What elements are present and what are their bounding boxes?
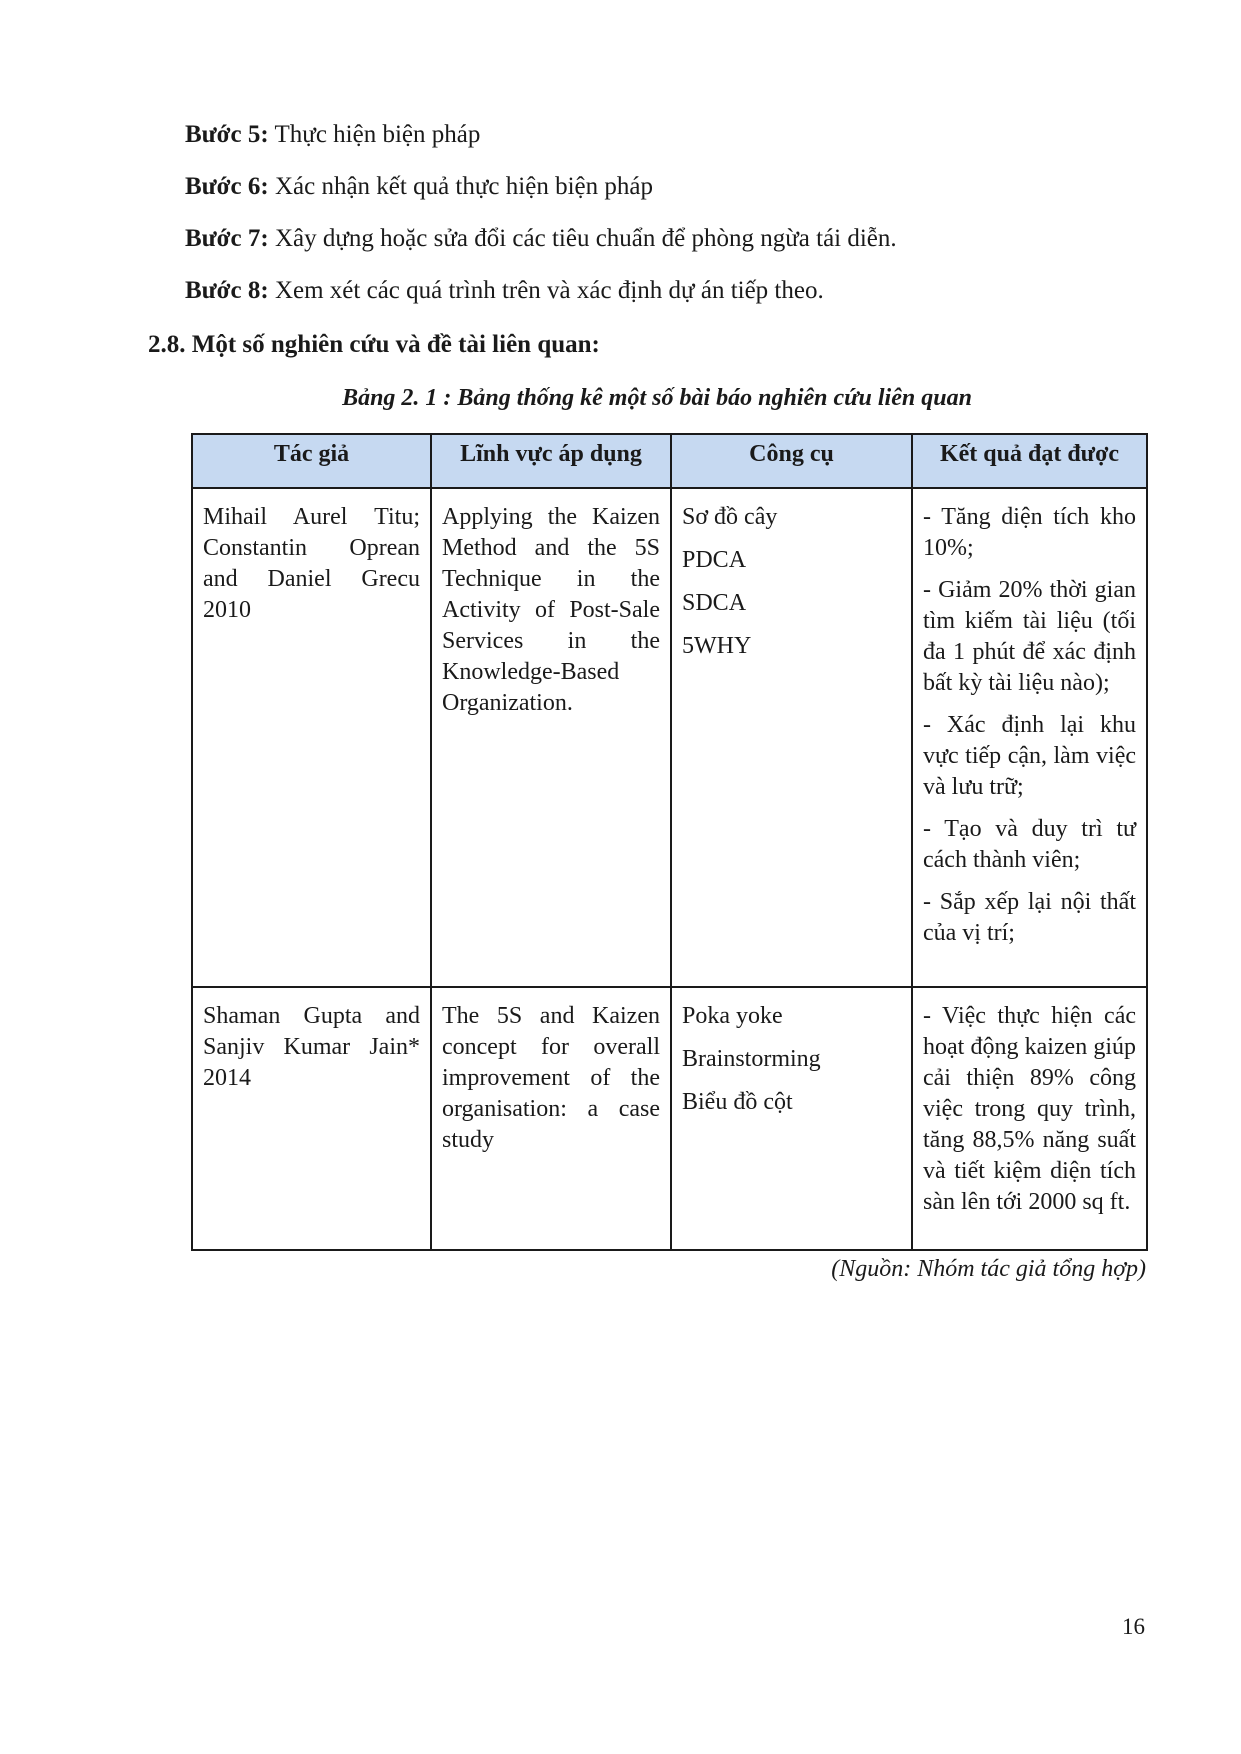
section-heading: 2.8. Một số nghiên cứu và đề tài liên quan: (148, 331, 600, 358)
cell-author: Mihail Aurel Titu; Constantin Oprean and Daniel Grecu 2010 (192, 488, 431, 987)
tool-item: Biểu đồ cột (682, 1089, 793, 1115)
cell-tools (671, 488, 912, 987)
result-item: - Sắp xếp lại nội thất của vị trí; (923, 889, 1136, 946)
table-row (192, 987, 1147, 1250)
step-7 (185, 224, 897, 254)
header-results: Kết quả đạt được (912, 434, 1147, 488)
result-item: - Tạo và duy trì tư cách thành viên; (923, 816, 1136, 873)
tool-item: Sơ đồ cây (682, 504, 778, 530)
header-field: Lĩnh vực áp dụng (431, 434, 671, 488)
tool-item: Brainstorming (682, 1046, 821, 1072)
header-author: Tác giả (192, 434, 431, 488)
cell-field: The 5S and Kaizen concept for overall improvement of the organisation: a case study (431, 987, 671, 1250)
result-item: - Việc thực hiện các hoạt động kaizen giúp cải thiện 89% công việc trong quy trình, tăng 88,5% năng suất và tiết kiệm diện tích sàn lên tới 2000 sq ft. (923, 1003, 1136, 1215)
step-text: Xem xét các quá trình trên và xác định dự án tiếp theo. (268, 277, 824, 304)
step-label: Bước 7: (185, 225, 269, 252)
step-label: Bước 8: (185, 277, 269, 304)
research-table (191, 433, 1148, 1251)
tool-item: PDCA (682, 547, 747, 573)
step-6 (185, 172, 653, 202)
tool-item: 5WHY (682, 633, 752, 659)
table-header-row (192, 434, 1147, 488)
step-label: Bước 5: (185, 121, 269, 148)
table-caption: Bảng 2. 1 : Bảng thống kê một số bài báo nghiên cứu liên quan (342, 385, 972, 411)
step-8 (185, 276, 824, 306)
tool-item: SDCA (682, 590, 747, 616)
result-item: - Xác định lại khu vực tiếp cận, làm việc và lưu trữ; (923, 712, 1136, 800)
page-number: 16 (1122, 1614, 1145, 1639)
result-item: - Tăng diện tích kho 10%; (923, 504, 1136, 561)
cell-results (912, 488, 1147, 987)
step-5 (185, 120, 480, 150)
cell-field: Applying the Kaizen Method and the 5S Technique in the Activity of Post-Sale Services in the Knowledge-Based Organization. (431, 488, 671, 987)
header-tools: Công cụ (671, 434, 912, 488)
cell-author: Shaman Gupta and Sanjiv Kumar Jain* 2014 (192, 987, 431, 1250)
cell-results (912, 987, 1147, 1250)
step-text: Xác nhận kết quả thực hiện biện pháp (268, 173, 653, 200)
source-note: (Nguồn: Nhóm tác giả tổng hợp) (831, 1256, 1146, 1282)
cell-tools (671, 987, 912, 1250)
step-text: Xây dựng hoặc sửa đổi các tiêu chuẩn để phòng ngừa tái diễn. (268, 225, 897, 252)
table-row (192, 488, 1147, 987)
step-text: Thực hiện biện pháp (268, 121, 481, 148)
step-label: Bước 6: (185, 173, 269, 200)
tool-item: Poka yoke (682, 1003, 783, 1029)
result-item: - Giảm 20% thời gian tìm kiếm tài liệu (tối đa 1 phút để xác định bất kỳ tài liệu nào); (923, 577, 1136, 696)
